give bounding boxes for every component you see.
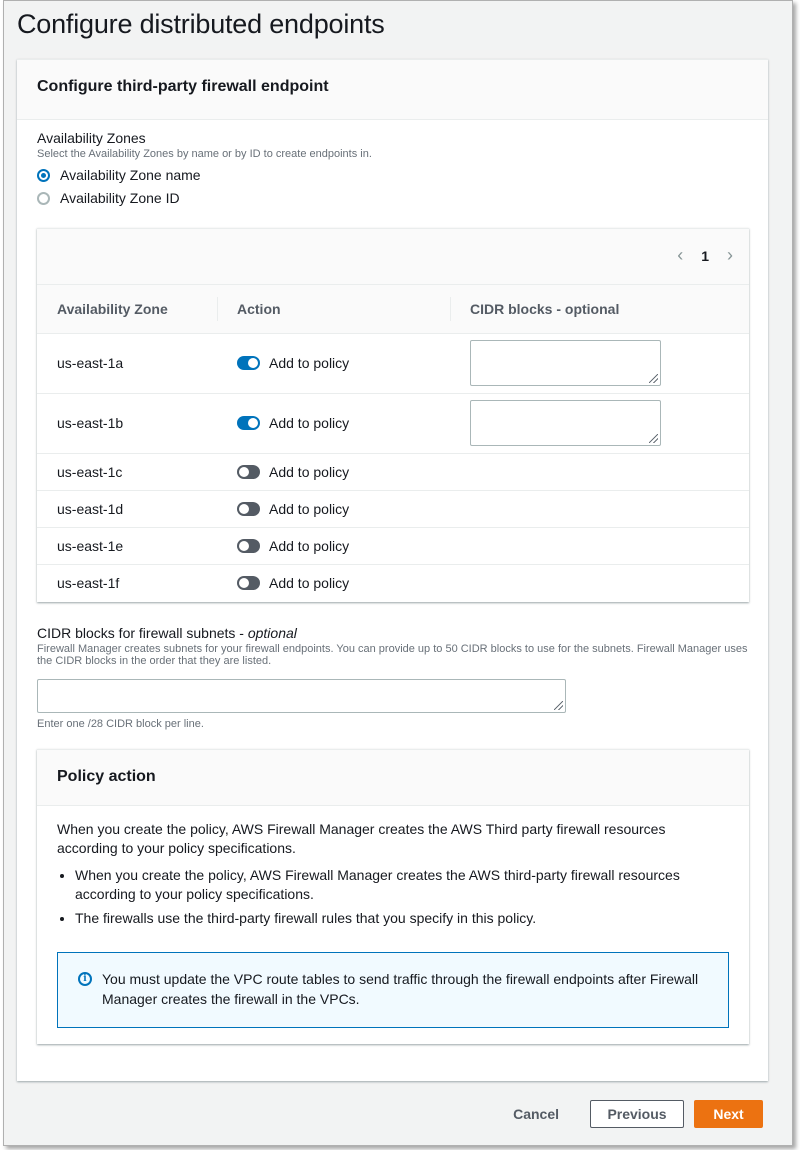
zone-cell: us-east-1c xyxy=(37,453,217,490)
radio-label[interactable]: Availability Zone name xyxy=(60,167,201,183)
cidr-cell xyxy=(450,527,749,564)
add-to-policy-toggle[interactable] xyxy=(237,355,430,371)
radio-az-name[interactable] xyxy=(37,167,372,183)
add-to-policy-toggle[interactable] xyxy=(237,501,430,517)
radio-label[interactable]: Availability Zone ID xyxy=(60,190,180,206)
table-row xyxy=(37,393,749,453)
toggle-label[interactable]: Add to policy xyxy=(269,574,350,591)
add-to-policy-toggle[interactable] xyxy=(237,538,430,554)
chevron-left-icon[interactable]: ‹ xyxy=(677,245,684,265)
next-button[interactable]: Next xyxy=(694,1100,763,1128)
cancel-button[interactable]: Cancel xyxy=(492,1100,580,1128)
chevron-right-icon[interactable]: › xyxy=(727,245,733,265)
resize-handle-icon[interactable] xyxy=(554,701,563,710)
cidr-cell xyxy=(450,393,749,453)
add-to-policy-toggle[interactable] xyxy=(237,415,430,431)
previous-button[interactable]: Previous xyxy=(590,1100,684,1128)
toggle-label[interactable]: Add to policy xyxy=(269,537,350,554)
action-cell xyxy=(217,333,450,393)
list-item: • When you create the policy, AWS Firewall Manager creates the AWS third-party firewall resources according to your policy specifications. xyxy=(75,866,729,904)
radio-az-id[interactable] xyxy=(37,190,372,206)
toggle-switch[interactable] xyxy=(237,576,260,590)
firewall-subnets-field xyxy=(37,625,749,730)
table-header-row xyxy=(37,285,749,333)
action-cell xyxy=(217,527,450,564)
subnets-cidr-textarea[interactable] xyxy=(37,679,566,713)
zone-cell: us-east-1b xyxy=(37,393,217,453)
page-title: Configure distributed endpoints xyxy=(17,9,385,39)
info-icon: i xyxy=(78,972,92,986)
resize-handle-icon[interactable] xyxy=(649,374,658,383)
table-row xyxy=(37,527,749,564)
toggle-switch[interactable] xyxy=(237,416,260,430)
add-to-policy-toggle[interactable] xyxy=(237,575,430,591)
availability-zones-description: Select the Availability Zones by name or by ID to create endpoints in. xyxy=(37,148,372,160)
toggle-label[interactable]: Add to policy xyxy=(269,355,350,371)
action-cell xyxy=(217,393,450,453)
cidr-cell xyxy=(450,490,749,527)
add-to-policy-toggle[interactable] xyxy=(237,464,430,480)
list-item: • The firewalls use the third-party firewall rules that you specify in this policy. xyxy=(75,909,729,928)
subnets-label-text: CIDR blocks for firewall subnets - xyxy=(37,625,248,641)
toggle-switch[interactable] xyxy=(237,502,260,516)
section-title: Configure third-party firewall endpoint xyxy=(37,78,329,95)
policy-action-header xyxy=(37,750,749,806)
radio-button[interactable] xyxy=(37,192,50,205)
cidr-textarea[interactable] xyxy=(470,400,661,446)
window-frame xyxy=(3,0,793,1146)
toggle-switch[interactable] xyxy=(237,539,260,553)
subnets-label xyxy=(37,625,749,641)
resize-handle-icon[interactable] xyxy=(649,434,658,443)
zone-cell: us-east-1f xyxy=(57,574,120,591)
action-cell xyxy=(217,564,450,601)
table-toolbar xyxy=(37,229,749,285)
third-party-endpoint-container xyxy=(17,59,768,1081)
container-header xyxy=(17,60,768,120)
table-row xyxy=(37,490,749,527)
action-cell xyxy=(217,490,450,527)
info-alert-text: You must update the VPC route tables to send traffic through the firewall endpoints after Firewall Manager creates the firewall in the VPCs. xyxy=(102,971,699,1007)
policy-intro: When you create the policy, AWS Firewall Manager creates the AWS Third party firewall resources according to your policy specifications. xyxy=(57,821,666,856)
toggle-label[interactable]: Add to policy xyxy=(269,463,350,480)
wizard-footer xyxy=(492,1100,763,1128)
table-row xyxy=(37,453,749,490)
column-header-zone: Availability Zone xyxy=(57,300,168,317)
zones-table xyxy=(37,285,749,601)
availability-zones-label: Availability Zones xyxy=(37,130,146,146)
toggle-label[interactable]: Add to policy xyxy=(269,500,350,517)
page-number[interactable]: 1 xyxy=(701,247,709,264)
subnets-constraint-text: Enter one /28 CIDR block per line. xyxy=(37,718,204,730)
cidr-cell xyxy=(450,564,749,601)
radio-button[interactable] xyxy=(37,169,50,182)
cidr-cell xyxy=(450,453,749,490)
pagination xyxy=(677,245,733,266)
column-header-cidr: CIDR blocks - optional xyxy=(450,285,749,333)
policy-bullet-list xyxy=(57,866,729,928)
subnets-description: Firewall Manager creates subnets for your firewall endpoints. You can provide up to 50 CIDR blocks to use for the subnets. Firewall Manager uses the CIDR blocks in the order that they are listed. xyxy=(37,643,748,667)
table-row xyxy=(37,564,749,601)
zone-cell: us-east-1a xyxy=(37,333,217,393)
column-header-action: Action xyxy=(217,285,450,333)
optional-label: optional xyxy=(247,625,297,641)
availability-zone-table xyxy=(37,228,749,602)
toggle-switch[interactable] xyxy=(237,465,260,479)
cidr-textarea[interactable] xyxy=(470,340,661,386)
availability-zones-field xyxy=(37,130,372,206)
toggle-switch[interactable] xyxy=(237,356,260,370)
toggle-label[interactable]: Add to policy xyxy=(269,415,350,431)
policy-action-container xyxy=(37,749,749,1044)
action-cell xyxy=(217,453,450,490)
cidr-cell xyxy=(450,333,749,393)
info-alert xyxy=(57,952,729,1028)
policy-action-title: Policy action xyxy=(57,768,156,785)
zone-cell: us-east-1e xyxy=(37,527,217,564)
table-row xyxy=(37,333,749,393)
zone-cell: us-east-1d xyxy=(37,490,217,527)
policy-action-body xyxy=(37,806,749,1042)
